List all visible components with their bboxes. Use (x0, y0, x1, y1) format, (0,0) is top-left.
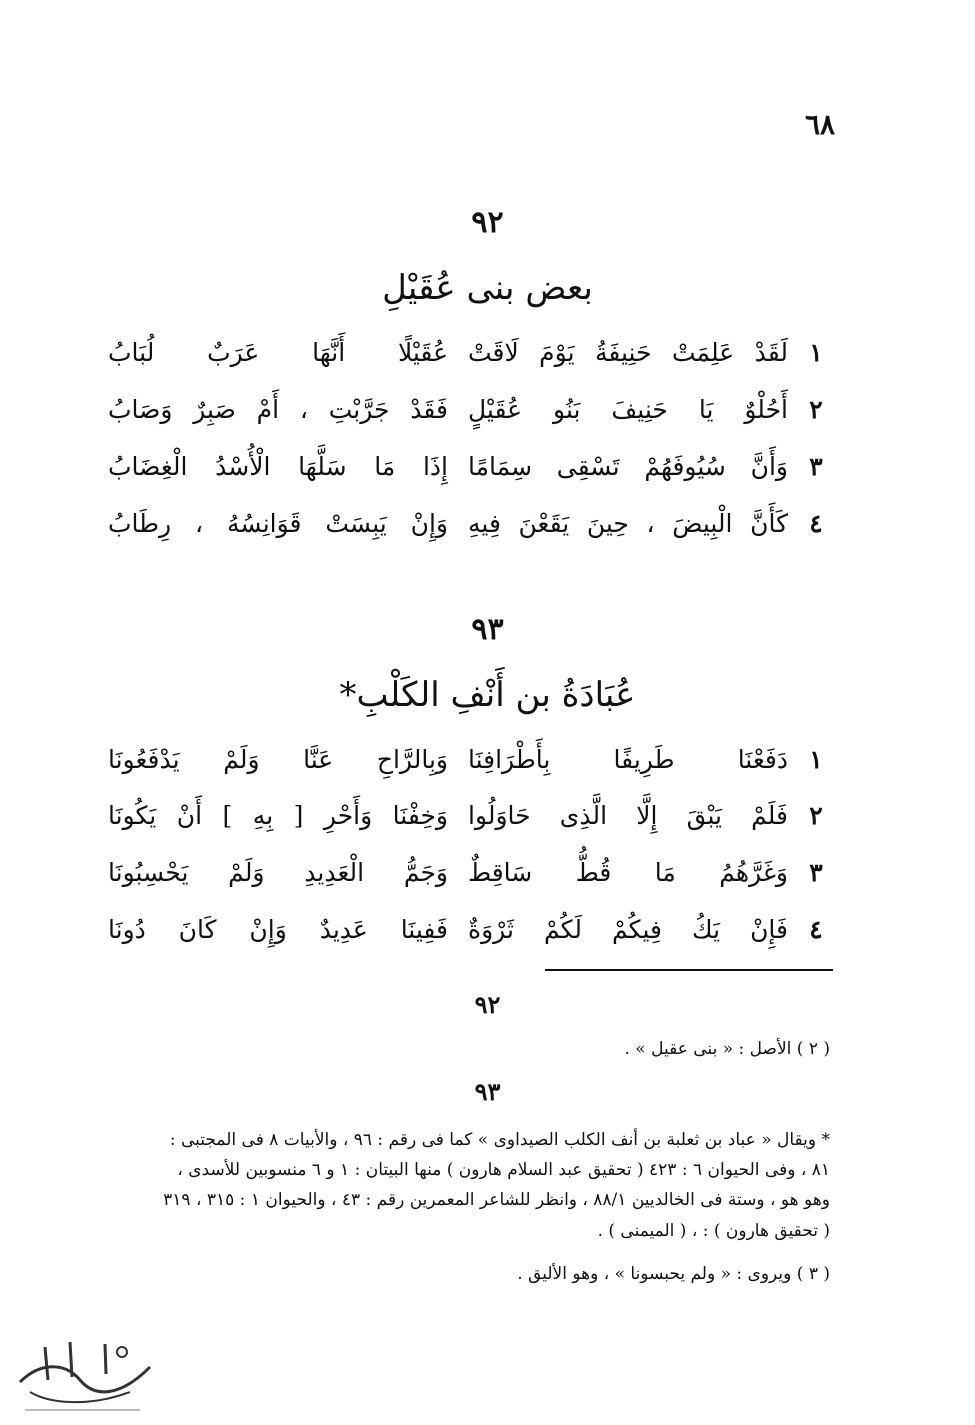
verse-number: ١ (809, 338, 823, 367)
verse-number: ٣ (809, 858, 823, 887)
footnote-line: ( ٢ ) الأصل : « بنى عقيل » . (624, 1039, 830, 1059)
verse-second-hemistich: فَفِينَا عَدِيدٌ وَإِنْ كَانَ دُونَا (108, 915, 448, 944)
footnote-heading: ٩٣ (474, 1077, 501, 1106)
verse-first-hemistich: وَأَنَّ سُيُوفَهُمْ تَسْقِى سِمَامًا (468, 452, 788, 481)
verse-number: ٣ (809, 452, 823, 481)
watermark-logo (10, 1322, 160, 1417)
verse-first-hemistich: أَحُلْوٌ يَا حَنِيفَ بَنُو عُقَيْلٍ (468, 395, 788, 424)
verse-number: ٤ (809, 915, 823, 944)
page-number: ٦٨ (804, 108, 836, 141)
verse-second-hemistich: وَخِفْنَا وَأَحْرِ [ بِهِ ] أَنْ يَكُونَا (108, 801, 448, 830)
verse-number: ٢ (809, 801, 823, 830)
verse-first-hemistich: وَغَرَّهُمُ مَا قُطُّ سَاقِطٌ (468, 858, 788, 887)
footnote-line: ( تحقيق هارون ) : ، ( الميمنى ) . (597, 1221, 830, 1241)
verse-second-hemistich: وَبِالرَّاحِ عَنَّا وَلَمْ يَدْفَعُونَا (108, 745, 448, 774)
verse-second-hemistich: وَجَمُّ الْعَدِيدِ وَلَمْ يَحْسِبُونَا (108, 858, 448, 887)
poem-number: ٩٢ (471, 205, 504, 240)
verse (110, 444, 830, 490)
poem-title: عُبَادَةُ بن أَنْفِ الكَلْبِ* (339, 675, 636, 715)
verse (110, 330, 830, 376)
verse-first-hemistich: دَفَعْنَا طَرِيفًا بِأَطْرَافِنَا (468, 745, 788, 774)
verse (110, 850, 830, 896)
footnote-heading: ٩٢ (474, 990, 501, 1019)
verse-second-hemistich: إِذَا مَا سَلَّهَا الْأُسْدُ الْغِضَابُ (108, 452, 448, 481)
verse-second-hemistich: فَقَدْ جَرَّبْتِ ، أَمْ صَبِرٌ وَصَابُ (108, 395, 448, 424)
poem-title: بعض بنى عُقَيْلِ (382, 268, 593, 308)
verse-first-hemistich: كَأَنَّ الْبِيضَ ، حِينَ يَقَعْنَ فِيهِ (468, 509, 788, 538)
verse-second-hemistich: وَإِنْ يَبِسَتْ قَوَانِسُهُ ، رِطَابُ (108, 509, 448, 538)
verse (110, 907, 830, 953)
verse (110, 387, 830, 433)
footnote-line: وهو هو ، وستة فى الخالديين ٨٨/١ ، وانظر للشاعر المعمرين رقم : ٤٣ ، والحيوان ١ : ٣١٥ ، ٣١٩ (163, 1190, 830, 1210)
verse-number: ١ (809, 745, 823, 774)
verse (110, 501, 830, 547)
poem-number: ٩٣ (471, 612, 504, 647)
footnote-line: ٨١ ، وفى الحيوان ٦ : ٤٢٣ ( تحقيق عبد السلام هارون ) منها البيتان : ١ و ٦ منسوبين للأسدى ، (177, 1160, 830, 1180)
verse-first-hemistich: فَإِنْ يَكُ فِيكُمْ لَكُمْ ثَرْوَةٌ (468, 915, 788, 944)
footnote-line: ( ٣ ) ويروى : « ولم يحبسونا » ، وهو الأليق . (517, 1264, 830, 1284)
verse-first-hemistich: لَقَدْ عَلِمَتْ حَنِيفَةُ يَوْمَ لَاقَتْ (468, 338, 788, 367)
footnote-separator (545, 969, 833, 971)
verse-second-hemistich: عُقَيْلًا أَنَّهَا عَرَبٌ لُبَابُ (108, 338, 448, 367)
verse (110, 737, 830, 783)
footnote-line: * ويقال « عباد بن ثعلبة بن أنف الكلب الصيداوى » كما فى رقم : ٩٦ ، والأبيات ٨ فى المجتبى : (169, 1130, 830, 1150)
verse (110, 793, 830, 839)
verse-number: ٢ (809, 395, 823, 424)
verse-number: ٤ (809, 509, 823, 538)
verse-first-hemistich: فَلَمْ يَبْقَ إِلَّا الَّذِى حَاوَلُوا (468, 801, 788, 830)
